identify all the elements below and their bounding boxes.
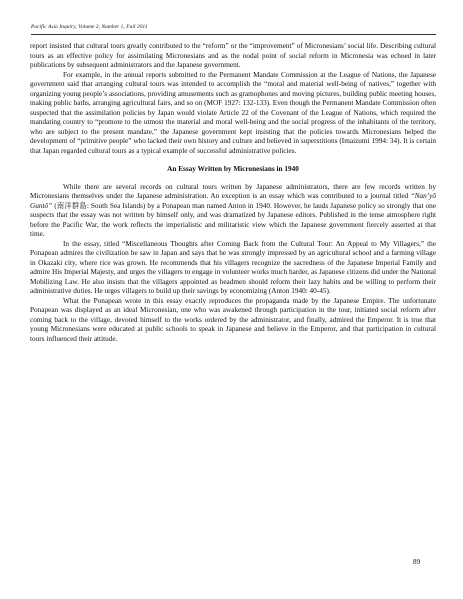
paragraph-4: In the essay, titled “Miscellaneous Thoughts after Coming Back from the Cultural Tour: An Appeal to My Villagers,” the Ponapean admires the civilization he saw in Japan and says that he was strongly impressed by an agricultural school and a farming village in Okazaki city, where rice was grown. He recommends that his villagers recognize the sacredness of the Japanese Imperial Family and admire His Imperial Majesty, and urges the villagers to engage in volunteer works much harder, as Japanese citizens did under the National Mobilizing Law. He also insists that the villagers appointed as headmen should reform their lazy habits and be willing to perform their administrative duties. He urges villagers to build up their savings by economizing (Anton 1940: 40-45). (30, 239, 436, 295)
journal-title: “Nan’yō Guntō” (30, 192, 436, 210)
paragraph-3-text-before: While there are several records on cultural tours written by Japanese administrators, there are few records written by Micronesians themselves under the Japanese administration. An exception is an essay which was contributed to a journal titled (30, 182, 436, 200)
paragraph-1: report insisted that cultural tours greatly contributed to the “reform” or the “improvement” of Micronesians’ social life. Describing cultural tours as an effective policy for assimilating Micronesians and as the nodal point of social reform in Micronesia was echoed in later publications by subsequent administrators and the Japanese government. (30, 42, 436, 69)
section-heading: An Essay Written by Micronesians in 1940 (167, 165, 299, 173)
running-head: Pacific Asia Inquiry, Volume 2, Number 1, Fall 2011 (31, 24, 148, 30)
paragraph-2: For example, in the annual reports submitted to the Permanent Mandate Commission at the League of Nations, the Japanese government said that arranging cultural tours was intended to accomplish the “moral and material well-being of natives,” together with organizing young people’s associations, providing amusements such as gramophones and moving pictures, building public meeting houses, making public baths, arranging agricultural fairs, and so on (MOF 1927: 132-133). Even though the Permanent Mandate Commission often suspected that the assimilation policies by Japan would violate Article 22 of the Covenant of the League of Nations, which required the mandating country to “promote to the utmost the material and moral well-being and the social progress of the inhabitants of the territory, who are subject to the present mandate,” the Japanese government kept insisting that the policies towards Micronesians helped the development of “primitive people” who lacked their own history and culture and believed in superstitions (Imaizumi 1994: 34). It is certain that Japan regarded cultural tours as a typical example of successful administrative policies. (30, 70, 436, 155)
page-number: 89 (413, 558, 421, 566)
article-body (30, 42, 436, 344)
paragraph-5: What the Ponapean wrote in this essay exactly reproduces the propaganda made by the Japanese Empire. The unfortunate Ponapean was displayed as an ideal Micronesian, one who was awakened through participation in the tour, initiated social reform after coming back to the village, devoted himself to the works ordered by the administrator, and finally, admired the Emperor. It is true that young Micronesians were educated at public schools to speak in Japanese and believe in the Emperor, and that participation in cultural tours influenced their attitude. (30, 296, 436, 343)
paragraph-3 (30, 183, 436, 240)
header-rule (31, 34, 436, 35)
paragraph-3-text-after: (南洋群島: South Sea Islands) by a Ponapean man named Anton in 1940. However, he lauds Japanese policy so strongly that one suspects that the essay was not written by himself only, and was dramatized by Japanese editors. Published in the tense atmosphere right before the Pacific War, the work reflects the imperialistic and militaristic view which the Japanese government fiercely asserted at that time. (30, 201, 436, 238)
